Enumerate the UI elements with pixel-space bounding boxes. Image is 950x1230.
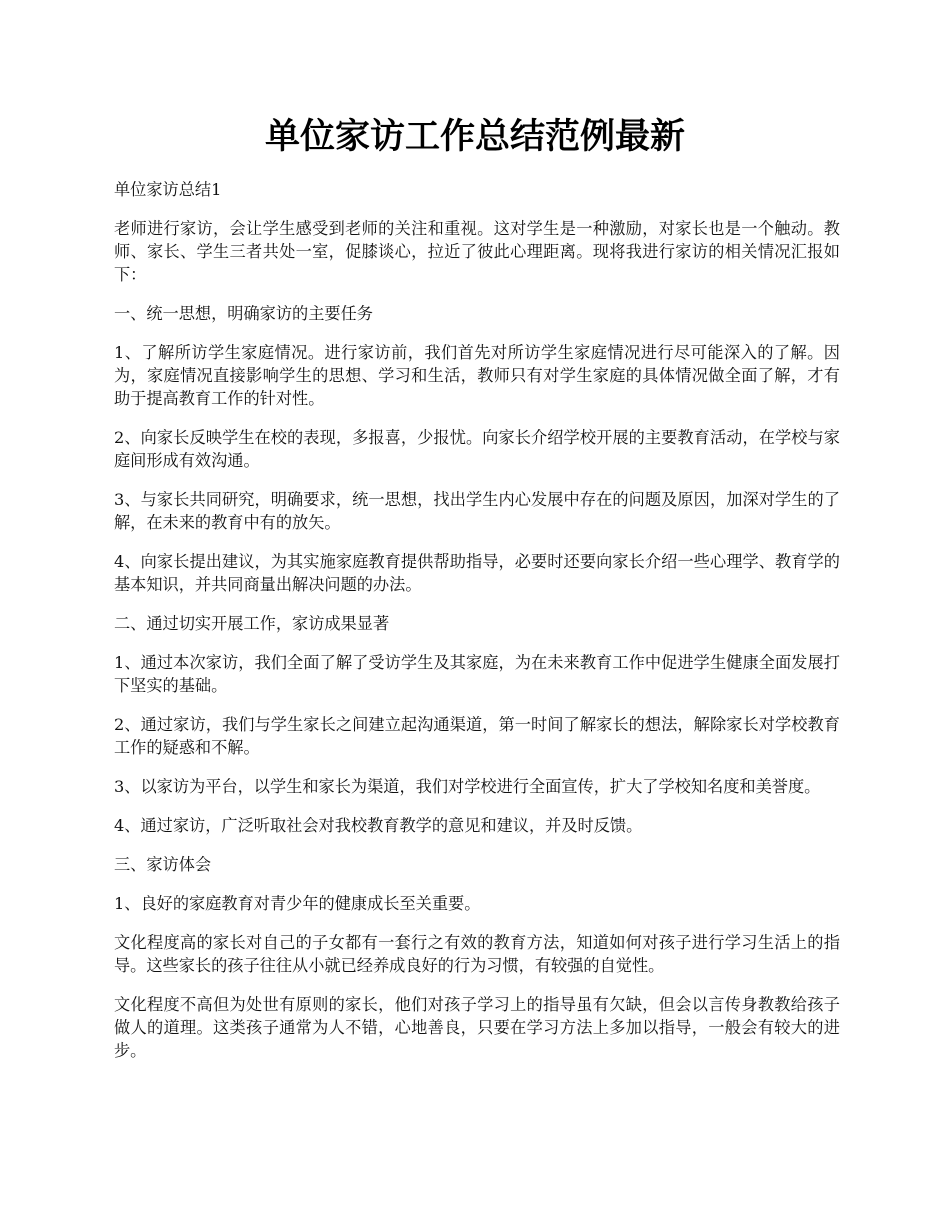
- body-paragraph: 文化程度不高但为处世有原则的家长，他们对孩子学习上的指导虽有欠缺，但会以言传身教教给孩子做人的道理。这类孩子通常为人不错，心地善良，只要在学习方法上多加以指导，一般会有较大的进步。: [114, 995, 840, 1060]
- section-heading: 二、通过切实开展工作，家访成果显著: [114, 614, 390, 633]
- body-paragraph: 4、向家长提出建议，为其实施家庭教育提供帮助指导，必要时还要向家长介绍一些心理学、教育学的基本知识，并共同商量出解决问题的办法。: [114, 552, 840, 594]
- body-paragraph: 1、良好的家庭教育对青少年的健康成长至关重要。: [114, 894, 481, 913]
- section-heading: 一、统一思想，明确家访的主要任务: [114, 304, 373, 323]
- body-paragraph: 文化程度高的家长对自己的子女都有一套行之有效的教育方法，知道如何对孩子进行学习生活上的指导。这些家长的孩子往往从小就已经养成良好的行为习惯，有较强的自觉性。: [114, 933, 840, 975]
- body-paragraph: 3、与家长共同研究，明确要求，统一思想，找出学生内心发展中存在的问题及原因，加深对学生的了解，在未来的教育中有的放矢。: [114, 490, 840, 532]
- section-heading: 三、家访体会: [114, 855, 212, 874]
- section-heading: 单位家访总结1: [114, 180, 222, 199]
- body-paragraph: 3、以家访为平台，以学生和家长为渠道，我们对学校进行全面宣传，扩大了学校知名度和美誉度。: [114, 777, 821, 796]
- body-paragraph: 4、通过家访，广泛听取社会对我校教育教学的意见和建议，并及时反馈。: [114, 816, 643, 835]
- body-paragraph: 2、通过家访，我们与学生家长之间建立起沟通渠道，第一时间了解家长的想法，解除家长对学校教育工作的疑惑和不解。: [114, 715, 840, 757]
- body-paragraph: 1、通过本次家访，我们全面了解了受访学生及其家庭，为在未来教育工作中促进学生健康全面发展打下坚实的基础。: [114, 653, 840, 695]
- document-title: 单位家访工作总结范例最新: [264, 116, 685, 157]
- document-body: [114, 178, 840, 1078]
- body-paragraph: 老师进行家访，会让学生感受到老师的关注和重视。这对学生是一种激励，对家长也是一个触动。教师、家长、学生三者共处一室，促膝谈心，拉近了彼此心理距离。现将我进行家访的相关情况汇报如下：: [114, 219, 840, 284]
- body-paragraph: 2、向家长反映学生在校的表现，多报喜，少报忧。向家长介绍学校开展的主要教育活动，在学校与家庭间形成有效沟通。: [114, 428, 840, 470]
- body-paragraph: 1、了解所访学生家庭情况。进行家访前，我们首先对所访学生家庭情况进行尽可能深入的了解。因为，家庭情况直接影响学生的思想、学习和生活，教师只有对学生家庭的具体情况做全面了解，才有助于提高教育工作的针对性。: [114, 343, 840, 408]
